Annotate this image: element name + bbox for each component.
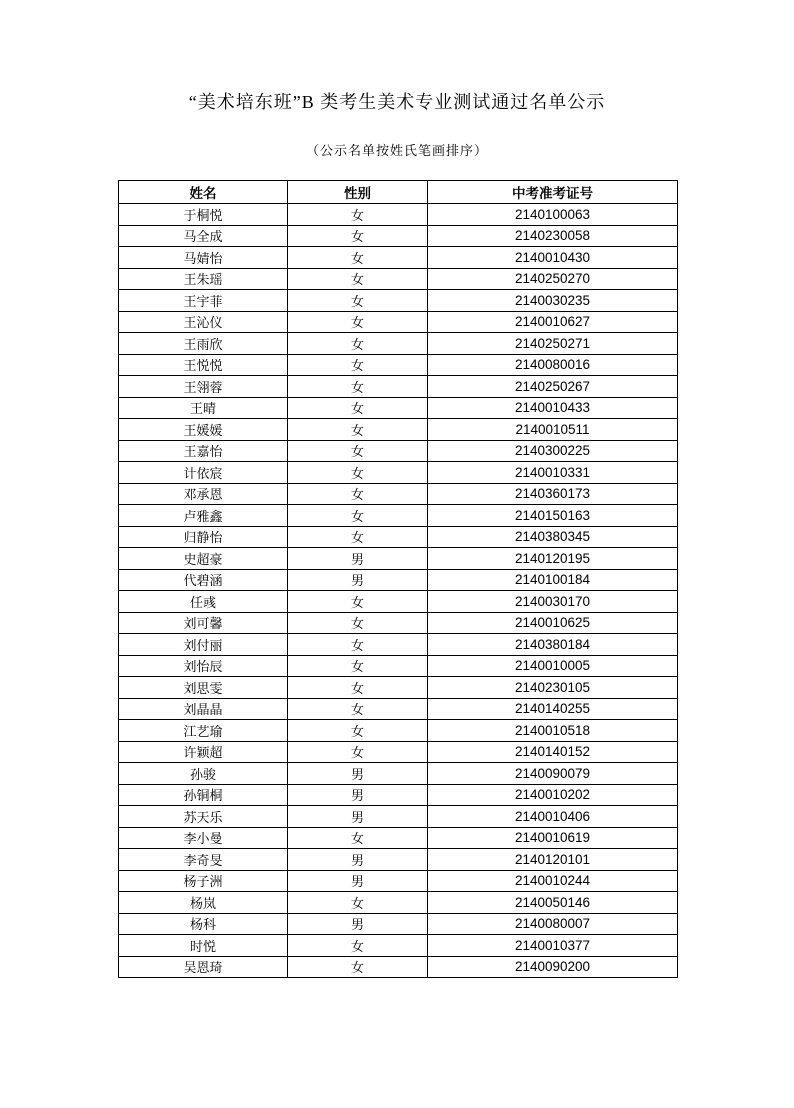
exam-id-cell: 2140230105 bbox=[428, 677, 678, 699]
gender-cell: 女 bbox=[288, 612, 428, 634]
student-name-cell: 李奇旻 bbox=[119, 849, 288, 871]
exam-id-cell: 2140010518 bbox=[428, 720, 678, 742]
gender-cell: 女 bbox=[288, 376, 428, 398]
table-row bbox=[119, 741, 678, 763]
table-row bbox=[119, 784, 678, 806]
table-row bbox=[119, 526, 678, 548]
exam-id-cell: 2140090079 bbox=[428, 763, 678, 785]
table-row bbox=[119, 225, 678, 247]
student-name-cell: 刘可馨 bbox=[119, 612, 288, 634]
table-row bbox=[119, 440, 678, 462]
exam-id-cell: 2140120195 bbox=[428, 548, 678, 570]
gender-cell: 女 bbox=[288, 333, 428, 355]
student-name-cell: 刘晶晶 bbox=[119, 698, 288, 720]
student-name-cell: 孙骏 bbox=[119, 763, 288, 785]
exam-id-cell: 2140140152 bbox=[428, 741, 678, 763]
table-row bbox=[119, 956, 678, 978]
student-name-cell: 刘怡辰 bbox=[119, 655, 288, 677]
gender-cell: 女 bbox=[288, 526, 428, 548]
table-row bbox=[119, 720, 678, 742]
student-name-cell: 于桐悦 bbox=[119, 204, 288, 226]
exam-id-cell: 2140250271 bbox=[428, 333, 678, 355]
student-roster-table bbox=[118, 180, 678, 978]
gender-cell: 男 bbox=[288, 763, 428, 785]
table-row bbox=[119, 569, 678, 591]
student-name-cell: 江艺瑜 bbox=[119, 720, 288, 742]
document-title: “美术培东班”B 类考生美术专业测试通过名单公示 bbox=[188, 92, 606, 112]
gender-cell: 男 bbox=[288, 913, 428, 935]
student-name-cell: 王沁仪 bbox=[119, 311, 288, 333]
exam-id-cell: 2140250267 bbox=[428, 376, 678, 398]
table-row bbox=[119, 935, 678, 957]
exam-id-cell: 2140080016 bbox=[428, 354, 678, 376]
student-name-cell: 任彧 bbox=[119, 591, 288, 613]
table-row bbox=[119, 483, 678, 505]
student-name-cell: 杨岚 bbox=[119, 892, 288, 914]
exam-id-cell: 2140030170 bbox=[428, 591, 678, 613]
exam-id-cell: 2140230058 bbox=[428, 225, 678, 247]
gender-cell: 女 bbox=[288, 204, 428, 226]
gender-cell: 女 bbox=[288, 591, 428, 613]
gender-cell: 男 bbox=[288, 870, 428, 892]
gender-cell: 女 bbox=[288, 290, 428, 312]
table-row bbox=[119, 612, 678, 634]
student-name-cell: 王朱瑶 bbox=[119, 268, 288, 290]
student-table-body bbox=[119, 204, 678, 978]
student-name-cell: 王嘉怡 bbox=[119, 440, 288, 462]
table-row bbox=[119, 268, 678, 290]
table-row bbox=[119, 505, 678, 527]
student-name-cell: 时悦 bbox=[119, 935, 288, 957]
gender-cell: 女 bbox=[288, 935, 428, 957]
table-row bbox=[119, 376, 678, 398]
gender-cell: 女 bbox=[288, 462, 428, 484]
student-name-cell: 归静怡 bbox=[119, 526, 288, 548]
student-name-cell: 马全成 bbox=[119, 225, 288, 247]
gender-cell: 男 bbox=[288, 548, 428, 570]
gender-cell: 女 bbox=[288, 397, 428, 419]
table-row bbox=[119, 290, 678, 312]
table-row bbox=[119, 655, 678, 677]
exam-id-cell: 2140010244 bbox=[428, 870, 678, 892]
gender-cell: 女 bbox=[288, 268, 428, 290]
table-row bbox=[119, 247, 678, 269]
student-name-cell: 代碧涵 bbox=[119, 569, 288, 591]
header-name: 姓名 bbox=[119, 181, 288, 204]
student-name-cell: 王悦悦 bbox=[119, 354, 288, 376]
gender-cell: 女 bbox=[288, 505, 428, 527]
gender-cell: 男 bbox=[288, 849, 428, 871]
gender-cell: 女 bbox=[288, 483, 428, 505]
table-row bbox=[119, 827, 678, 849]
gender-cell: 女 bbox=[288, 655, 428, 677]
table-row bbox=[119, 913, 678, 935]
student-name-cell: 杨科 bbox=[119, 913, 288, 935]
exam-id-cell: 2140360173 bbox=[428, 483, 678, 505]
student-name-cell: 卢雅鑫 bbox=[119, 505, 288, 527]
table-row bbox=[119, 763, 678, 785]
student-name-cell: 许颖超 bbox=[119, 741, 288, 763]
gender-cell: 女 bbox=[288, 634, 428, 656]
gender-cell: 女 bbox=[288, 827, 428, 849]
exam-id-cell: 2140150163 bbox=[428, 505, 678, 527]
exam-id-cell: 2140100063 bbox=[428, 204, 678, 226]
table-row bbox=[119, 462, 678, 484]
exam-id-cell: 2140010377 bbox=[428, 935, 678, 957]
student-name-cell: 孙铜桐 bbox=[119, 784, 288, 806]
table-row bbox=[119, 354, 678, 376]
exam-id-cell: 2140010202 bbox=[428, 784, 678, 806]
gender-cell: 男 bbox=[288, 784, 428, 806]
gender-cell: 女 bbox=[288, 956, 428, 978]
table-row bbox=[119, 548, 678, 570]
table-row bbox=[119, 311, 678, 333]
table-header-row bbox=[119, 181, 678, 204]
exam-id-cell: 2140010406 bbox=[428, 806, 678, 828]
gender-cell: 女 bbox=[288, 354, 428, 376]
table-row bbox=[119, 204, 678, 226]
gender-cell: 女 bbox=[288, 892, 428, 914]
student-name-cell: 吴恩琦 bbox=[119, 956, 288, 978]
table-row bbox=[119, 333, 678, 355]
student-name-cell: 刘付丽 bbox=[119, 634, 288, 656]
student-name-cell: 王宇菲 bbox=[119, 290, 288, 312]
exam-id-cell: 2140010331 bbox=[428, 462, 678, 484]
exam-id-cell: 2140080007 bbox=[428, 913, 678, 935]
table-row bbox=[119, 677, 678, 699]
table-row bbox=[119, 806, 678, 828]
exam-id-cell: 2140010511 bbox=[428, 419, 678, 441]
gender-cell: 女 bbox=[288, 440, 428, 462]
exam-id-cell: 2140300225 bbox=[428, 440, 678, 462]
student-name-cell: 史超豪 bbox=[119, 548, 288, 570]
gender-cell: 女 bbox=[288, 247, 428, 269]
exam-id-cell: 2140010005 bbox=[428, 655, 678, 677]
gender-cell: 女 bbox=[288, 311, 428, 333]
gender-cell: 女 bbox=[288, 698, 428, 720]
student-name-cell: 李小曼 bbox=[119, 827, 288, 849]
table-row bbox=[119, 591, 678, 613]
exam-id-cell: 2140010627 bbox=[428, 311, 678, 333]
header-gender: 性别 bbox=[288, 181, 428, 204]
table-row bbox=[119, 419, 678, 441]
exam-id-cell: 2140010433 bbox=[428, 397, 678, 419]
student-name-cell: 王媛媛 bbox=[119, 419, 288, 441]
student-name-cell: 邓承恩 bbox=[119, 483, 288, 505]
document-subtitle: （公示名单按姓氏笔画排序） bbox=[305, 143, 488, 158]
student-name-cell: 王翎蓉 bbox=[119, 376, 288, 398]
table-row bbox=[119, 698, 678, 720]
student-name-cell: 苏天乐 bbox=[119, 806, 288, 828]
gender-cell: 女 bbox=[288, 419, 428, 441]
student-name-cell: 刘思雯 bbox=[119, 677, 288, 699]
exam-id-cell: 2140100184 bbox=[428, 569, 678, 591]
exam-id-cell: 2140030235 bbox=[428, 290, 678, 312]
exam-id-cell: 2140140255 bbox=[428, 698, 678, 720]
exam-id-cell: 2140090200 bbox=[428, 956, 678, 978]
table-row bbox=[119, 849, 678, 871]
gender-cell: 男 bbox=[288, 569, 428, 591]
gender-cell: 女 bbox=[288, 677, 428, 699]
exam-id-cell: 2140380184 bbox=[428, 634, 678, 656]
table-row bbox=[119, 397, 678, 419]
table-row bbox=[119, 870, 678, 892]
student-name-cell: 王雨欣 bbox=[119, 333, 288, 355]
exam-id-cell: 2140050146 bbox=[428, 892, 678, 914]
student-name-cell: 杨子洲 bbox=[119, 870, 288, 892]
gender-cell: 男 bbox=[288, 806, 428, 828]
student-name-cell: 王晴 bbox=[119, 397, 288, 419]
student-name-cell: 计依宸 bbox=[119, 462, 288, 484]
exam-id-cell: 2140010625 bbox=[428, 612, 678, 634]
gender-cell: 女 bbox=[288, 741, 428, 763]
table-row bbox=[119, 634, 678, 656]
table-row bbox=[119, 892, 678, 914]
gender-cell: 女 bbox=[288, 225, 428, 247]
exam-id-cell: 2140380345 bbox=[428, 526, 678, 548]
exam-id-cell: 2140250270 bbox=[428, 268, 678, 290]
gender-cell: 女 bbox=[288, 720, 428, 742]
exam-id-cell: 2140010619 bbox=[428, 827, 678, 849]
header-exam-id: 中考准考证号 bbox=[428, 181, 678, 204]
student-name-cell: 马婧怡 bbox=[119, 247, 288, 269]
exam-id-cell: 2140010430 bbox=[428, 247, 678, 269]
exam-id-cell: 2140120101 bbox=[428, 849, 678, 871]
